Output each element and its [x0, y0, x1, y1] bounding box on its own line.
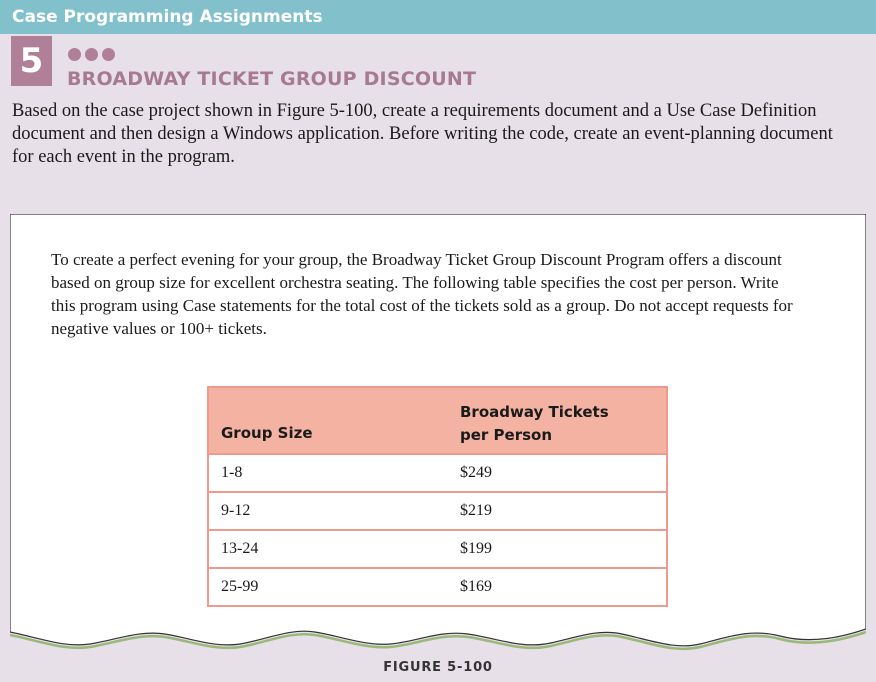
column-header-price: [460, 401, 609, 447]
column-header-price-line1: Broadway Tickets: [460, 403, 609, 421]
figure-panel: [10, 214, 866, 658]
table-row: [209, 567, 666, 605]
figure-caption: FIGURE 5-100: [383, 660, 493, 675]
table-header-row: [209, 388, 666, 453]
table-row: [209, 453, 666, 491]
price-cell: $169: [460, 578, 492, 595]
dot-icon: [68, 48, 81, 61]
group-size-cell: 9-12: [221, 502, 251, 519]
table-row: [209, 529, 666, 567]
table-row: [209, 491, 666, 529]
group-size-cell: 25-99: [221, 578, 259, 595]
figure-description: To create a perfect evening for your group, the Broadway Ticket Group Discount Program offers a discount based on group size for excellent orchestra seating. The following table specifies the cost per person. Write this program using Case statements for the total cost of the tickets sold as a group. Do not accept requests for negative values or 100+ tickets.: [51, 250, 793, 338]
section-header: Case Programming Assignments: [0, 0, 876, 34]
case-title: BROADWAY TICKET GROUP DISCOUNT: [67, 68, 477, 90]
difficulty-dots-icon: [68, 48, 119, 66]
group-size-cell: 1-8: [221, 464, 243, 481]
column-header-group-size: Group Size: [221, 424, 313, 442]
price-cell: $249: [460, 464, 492, 481]
price-cell: $219: [460, 502, 492, 519]
price-cell: $199: [460, 540, 492, 557]
group-size-cell: 13-24: [221, 540, 259, 557]
pricing-table: [207, 386, 668, 607]
column-header-price-line2: per Person: [460, 426, 553, 444]
case-instructions: Based on the case project shown in Figure 5-100, create a requirements document and a Use Case Definition document and then design a Windows application. Before writing the code, create an event-planning document for each event in the program.: [12, 101, 833, 167]
dot-icon: [85, 48, 98, 61]
case-number-badge: 5: [11, 36, 52, 86]
dot-icon: [102, 48, 115, 61]
